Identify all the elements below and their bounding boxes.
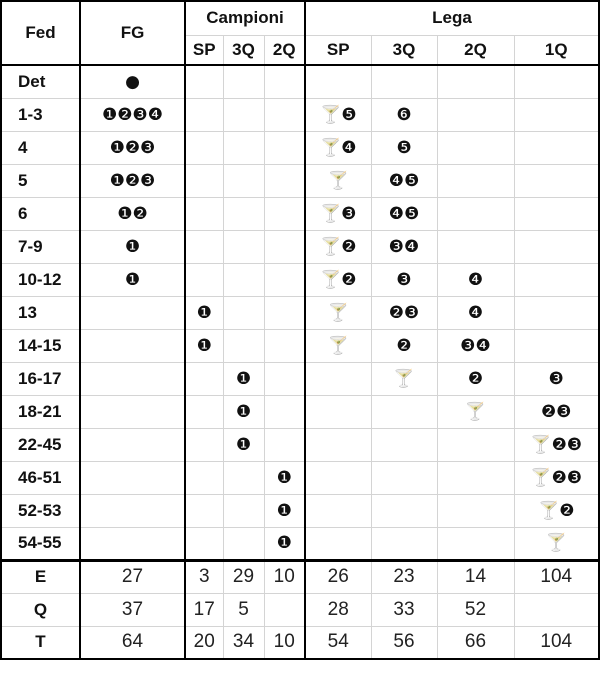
campioni-sp-total-cell: 20 <box>185 626 223 659</box>
campioni-2q-header: 2Q <box>264 35 305 65</box>
lega-2q-header: 2Q <box>437 35 514 65</box>
campioni-sp-header: SP <box>185 35 223 65</box>
campioni-3q-total-cell: 5 <box>223 593 264 626</box>
campioni-sp-cell: ❶ <box>185 296 223 329</box>
lega-2q-cell <box>437 98 514 131</box>
lega-sp-cell: 🍸❷ <box>305 263 371 296</box>
campioni-3q-header: 3Q <box>223 35 264 65</box>
row-label: 1-3 <box>1 98 80 131</box>
lega-3q-cell: ❻ <box>371 98 437 131</box>
lega-1q-cell <box>514 296 599 329</box>
campioni-sp-cell <box>185 527 223 560</box>
campioni-2q-total-cell: 10 <box>264 560 305 593</box>
campioni-sp-cell <box>185 461 223 494</box>
fg-cell: ❶❷❸ <box>80 164 185 197</box>
lega-sp-cell <box>305 362 371 395</box>
campioni-3q-cell: ❶ <box>223 395 264 428</box>
campioni-2q-total-cell: 10 <box>264 626 305 659</box>
campioni-sp-cell <box>185 428 223 461</box>
campioni-2q-cell <box>264 164 305 197</box>
campioni-3q-cell <box>223 98 264 131</box>
lega-1q-cell <box>514 98 599 131</box>
lega-3q-cell <box>371 65 437 98</box>
row-label: 16-17 <box>1 362 80 395</box>
campioni-2q-cell <box>264 197 305 230</box>
lega-1q-cell: ❷❸ <box>514 395 599 428</box>
lega-sp-total-cell: 28 <box>305 593 371 626</box>
fg-cell <box>80 494 185 527</box>
lega-2q-cell <box>437 197 514 230</box>
campioni-sp-cell <box>185 263 223 296</box>
fg-total-cell: 64 <box>80 626 185 659</box>
lega-sp-cell: 🍸 <box>305 329 371 362</box>
lega-sp-cell: 🍸❺ <box>305 98 371 131</box>
lega-1q-cell: ❸ <box>514 362 599 395</box>
campioni-3q-cell <box>223 131 264 164</box>
row-label: 14-15 <box>1 329 80 362</box>
fg-cell <box>80 461 185 494</box>
campioni-header: Campioni <box>185 1 305 35</box>
campioni-sp-total-cell: 17 <box>185 593 223 626</box>
lega-sp-total-cell: 26 <box>305 560 371 593</box>
campioni-3q-cell <box>223 494 264 527</box>
totals-row <box>1 593 599 626</box>
row-label: 54-55 <box>1 527 80 560</box>
lega-2q-total-cell: 66 <box>437 626 514 659</box>
fg-header: FG <box>80 1 185 65</box>
lega-2q-cell: ❹ <box>437 296 514 329</box>
lega-2q-cell <box>437 428 514 461</box>
campioni-2q-cell <box>264 98 305 131</box>
lega-3q-cell: ❷❸ <box>371 296 437 329</box>
lega-1q-cell <box>514 164 599 197</box>
lega-1q-cell <box>514 329 599 362</box>
table-row <box>1 98 599 131</box>
lega-2q-cell: ❸❹ <box>437 329 514 362</box>
lega-2q-total-cell: 14 <box>437 560 514 593</box>
table-row <box>1 197 599 230</box>
table-row <box>1 65 599 98</box>
campioni-2q-cell <box>264 329 305 362</box>
campioni-3q-cell <box>223 164 264 197</box>
lega-3q-cell: ❸❹ <box>371 230 437 263</box>
lega-2q-cell: ❹ <box>437 263 514 296</box>
row-label: T <box>1 626 80 659</box>
campioni-3q-cell <box>223 65 264 98</box>
lega-sp-cell <box>305 395 371 428</box>
row-label: 18-21 <box>1 395 80 428</box>
lega-2q-cell: ❷ <box>437 362 514 395</box>
lega-3q-cell: ❷ <box>371 329 437 362</box>
row-label: 13 <box>1 296 80 329</box>
campioni-sp-cell <box>185 164 223 197</box>
campioni-2q-total-cell <box>264 593 305 626</box>
campioni-3q-cell <box>223 329 264 362</box>
lega-sp-total-cell: 54 <box>305 626 371 659</box>
campioni-2q-cell <box>264 263 305 296</box>
campioni-sp-cell <box>185 395 223 428</box>
campioni-sp-cell <box>185 65 223 98</box>
campioni-2q-cell <box>264 296 305 329</box>
lega-2q-cell <box>437 65 514 98</box>
lega-3q-cell <box>371 428 437 461</box>
lega-1q-cell <box>514 197 599 230</box>
campioni-3q-cell <box>223 197 264 230</box>
campioni-2q-cell <box>264 230 305 263</box>
table-row <box>1 164 599 197</box>
lega-1q-cell <box>514 263 599 296</box>
totals-row <box>1 560 599 593</box>
campioni-2q-cell: ❶ <box>264 527 305 560</box>
fg-cell <box>80 296 185 329</box>
fg-cell: ● <box>80 65 185 98</box>
lega-1q-cell: 🍸❷ <box>514 494 599 527</box>
row-label: 22-45 <box>1 428 80 461</box>
lega-sp-cell: 🍸❸ <box>305 197 371 230</box>
lega-3q-total-cell: 23 <box>371 560 437 593</box>
lega-header: Lega <box>305 1 599 35</box>
campioni-3q-cell <box>223 461 264 494</box>
lega-1q-cell: 🍸 <box>514 527 599 560</box>
lega-3q-cell: 🍸 <box>371 362 437 395</box>
fg-cell <box>80 362 185 395</box>
lega-3q-cell <box>371 461 437 494</box>
fg-total-cell: 27 <box>80 560 185 593</box>
campioni-3q-total-cell: 29 <box>223 560 264 593</box>
lega-sp-cell: 🍸 <box>305 296 371 329</box>
lega-1q-cell: 🍸❷❸ <box>514 461 599 494</box>
lega-2q-cell <box>437 527 514 560</box>
row-label: E <box>1 560 80 593</box>
table-row <box>1 494 599 527</box>
fg-cell: ❶❷❸❹ <box>80 98 185 131</box>
row-label: 46-51 <box>1 461 80 494</box>
fg-cell <box>80 428 185 461</box>
fg-cell: ❶ <box>80 263 185 296</box>
campioni-3q-cell <box>223 263 264 296</box>
campioni-3q-cell: ❶ <box>223 362 264 395</box>
table-row <box>1 395 599 428</box>
lega-3q-cell: ❹❺ <box>371 164 437 197</box>
fg-cell <box>80 527 185 560</box>
lega-sp-cell: 🍸❷ <box>305 230 371 263</box>
campioni-2q-cell <box>264 395 305 428</box>
campioni-2q-cell: ❶ <box>264 461 305 494</box>
lega-3q-cell: ❺ <box>371 131 437 164</box>
lega-1q-total-cell <box>514 593 599 626</box>
fg-cell: ❶❷❸ <box>80 131 185 164</box>
lega-2q-cell <box>437 131 514 164</box>
lega-2q-cell <box>437 164 514 197</box>
fg-cell: ❶❷ <box>80 197 185 230</box>
row-label: 5 <box>1 164 80 197</box>
campioni-3q-cell <box>223 527 264 560</box>
fg-cell: ❶ <box>80 230 185 263</box>
table-row <box>1 527 599 560</box>
lega-1q-total-cell: 104 <box>514 626 599 659</box>
lega-2q-cell <box>437 461 514 494</box>
lega-3q-total-cell: 33 <box>371 593 437 626</box>
campioni-sp-cell <box>185 494 223 527</box>
lega-3q-cell: ❹❺ <box>371 197 437 230</box>
campioni-2q-cell: ❶ <box>264 494 305 527</box>
lega-sp-cell: 🍸 <box>305 164 371 197</box>
campioni-sp-cell <box>185 131 223 164</box>
table-row <box>1 329 599 362</box>
table-row <box>1 131 599 164</box>
lega-3q-cell <box>371 494 437 527</box>
campioni-sp-total-cell: 3 <box>185 560 223 593</box>
campioni-3q-cell <box>223 296 264 329</box>
row-label: 7-9 <box>1 230 80 263</box>
campioni-2q-cell <box>264 65 305 98</box>
lega-1q-total-cell: 104 <box>514 560 599 593</box>
lega-sp-cell: 🍸❹ <box>305 131 371 164</box>
lega-3q-cell: ❸ <box>371 263 437 296</box>
lega-2q-cell <box>437 230 514 263</box>
row-label: 52-53 <box>1 494 80 527</box>
table-row <box>1 461 599 494</box>
lega-3q-cell <box>371 395 437 428</box>
campioni-sp-cell: ❶ <box>185 329 223 362</box>
fed-header: Fed <box>1 1 80 65</box>
table-row <box>1 296 599 329</box>
campioni-2q-cell <box>264 362 305 395</box>
campioni-sp-cell <box>185 197 223 230</box>
lega-sp-header: SP <box>305 35 371 65</box>
lega-sp-cell <box>305 494 371 527</box>
lega-sp-cell <box>305 527 371 560</box>
fg-cell <box>80 329 185 362</box>
lega-sp-cell <box>305 461 371 494</box>
lega-1q-cell <box>514 230 599 263</box>
totals-row <box>1 626 599 659</box>
table-row <box>1 263 599 296</box>
campioni-3q-cell: ❶ <box>223 428 264 461</box>
lega-2q-cell: 🍸 <box>437 395 514 428</box>
lega-sp-cell <box>305 65 371 98</box>
lega-2q-cell <box>437 494 514 527</box>
fg-total-cell: 37 <box>80 593 185 626</box>
table-row <box>1 230 599 263</box>
lega-1q-cell: 🍸❷❸ <box>514 428 599 461</box>
row-label: Q <box>1 593 80 626</box>
campioni-2q-cell <box>264 428 305 461</box>
row-label: 10-12 <box>1 263 80 296</box>
fg-cell <box>80 395 185 428</box>
campioni-2q-cell <box>264 131 305 164</box>
lega-1q-cell <box>514 131 599 164</box>
lega-3q-total-cell: 56 <box>371 626 437 659</box>
lega-3q-cell <box>371 527 437 560</box>
table-row <box>1 362 599 395</box>
row-label: 4 <box>1 131 80 164</box>
campioni-3q-cell <box>223 230 264 263</box>
row-label: Det <box>1 65 80 98</box>
campioni-sp-cell <box>185 230 223 263</box>
campioni-sp-cell <box>185 362 223 395</box>
lega-3q-header: 3Q <box>371 35 437 65</box>
lega-1q-cell <box>514 65 599 98</box>
lega-2q-total-cell: 52 <box>437 593 514 626</box>
campioni-3q-total-cell: 34 <box>223 626 264 659</box>
lega-1q-header: 1Q <box>514 35 599 65</box>
campioni-sp-cell <box>185 98 223 131</box>
lega-sp-cell <box>305 428 371 461</box>
table-row <box>1 428 599 461</box>
header-row-top <box>1 1 599 35</box>
row-label: 6 <box>1 197 80 230</box>
